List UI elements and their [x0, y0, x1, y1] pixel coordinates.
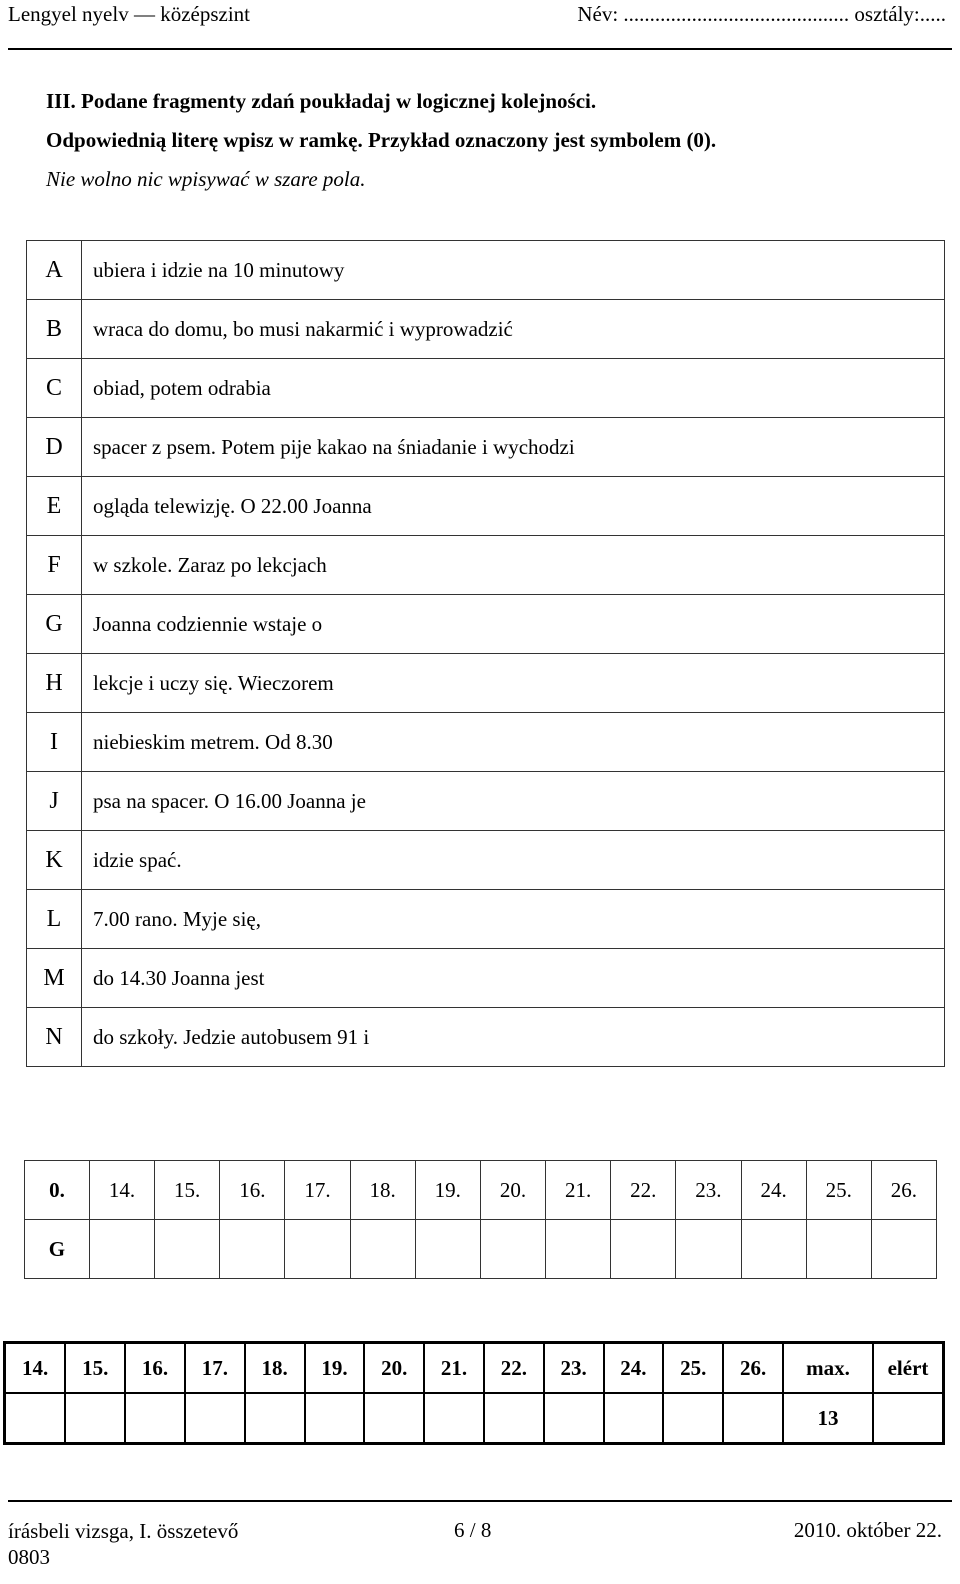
page-header — [0, 0, 960, 54]
fragment-row — [27, 477, 945, 536]
fragment-letter: C — [27, 359, 82, 418]
fragment-letter: H — [27, 654, 82, 713]
fragment-letter: L — [27, 890, 82, 949]
score-header: 16. — [125, 1343, 185, 1394]
fragment-row — [27, 772, 945, 831]
score-values-row — [5, 1393, 944, 1444]
answer-box-14[interactable] — [89, 1220, 154, 1279]
fragment-row — [27, 1008, 945, 1067]
fragment-row — [27, 654, 945, 713]
answer-box-25[interactable] — [806, 1220, 871, 1279]
answer-number: 20. — [480, 1161, 545, 1220]
fragment-text: do 14.30 Joanna jest — [82, 949, 945, 1008]
score-header: 19. — [305, 1343, 365, 1394]
answer-number: 24. — [741, 1161, 806, 1220]
answer-number: 14. — [89, 1161, 154, 1220]
score-cell-16[interactable] — [125, 1393, 185, 1444]
answer-number: 17. — [285, 1161, 350, 1220]
score-max-value: 13 — [783, 1393, 873, 1444]
fragment-row — [27, 300, 945, 359]
fragment-text: niebieskim metrem. Od 8.30 — [82, 713, 945, 772]
fragment-text: spacer z psem. Potem pije kakao na śniadanie i wychodzi — [82, 418, 945, 477]
answer-box-19[interactable] — [415, 1220, 480, 1279]
score-cell-17[interactable] — [185, 1393, 245, 1444]
score-header-achieved: elért — [873, 1343, 944, 1394]
score-header: 20. — [364, 1343, 424, 1394]
fragment-text: idzie spać. — [82, 831, 945, 890]
answer-box-23[interactable] — [676, 1220, 741, 1279]
fragment-letter: G — [27, 595, 82, 654]
score-header-row — [5, 1343, 944, 1394]
fragment-text: psa na spacer. O 16.00 Joanna je — [82, 772, 945, 831]
fragment-letter: B — [27, 300, 82, 359]
score-cell-21[interactable] — [424, 1393, 484, 1444]
score-cell-25[interactable] — [663, 1393, 723, 1444]
score-cell-14[interactable] — [5, 1393, 66, 1444]
fragment-row — [27, 949, 945, 1008]
fragment-row — [27, 595, 945, 654]
answer-example-box: G — [25, 1220, 90, 1279]
score-header: 23. — [544, 1343, 604, 1394]
score-header: 22. — [484, 1343, 544, 1394]
score-header: 24. — [604, 1343, 664, 1394]
fragment-letter: I — [27, 713, 82, 772]
answer-box-21[interactable] — [546, 1220, 611, 1279]
score-header: 14. — [5, 1343, 66, 1394]
fragment-text: wraca do domu, bo musi nakarmić i wyprowadzić — [82, 300, 945, 359]
fragment-text: w szkole. Zaraz po lekcjach — [82, 536, 945, 595]
answer-box-22[interactable] — [611, 1220, 676, 1279]
answer-box-15[interactable] — [155, 1220, 220, 1279]
score-header: 25. — [663, 1343, 723, 1394]
footer-exam-name: írásbeli vizsga, I. összetevő — [8, 1519, 239, 1543]
fragment-row — [27, 890, 945, 949]
answer-number: 15. — [155, 1161, 220, 1220]
answer-number-example: 0. — [25, 1161, 90, 1220]
fragment-letter: M — [27, 949, 82, 1008]
answer-number: 16. — [220, 1161, 285, 1220]
score-header: 21. — [424, 1343, 484, 1394]
answer-box-18[interactable] — [350, 1220, 415, 1279]
fragment-text: 7.00 rano. Myje się, — [82, 890, 945, 949]
answer-box-20[interactable] — [480, 1220, 545, 1279]
fragment-row — [27, 359, 945, 418]
fragment-text: Joanna codziennie wstaje o — [82, 595, 945, 654]
fragment-letter: A — [27, 241, 82, 300]
answer-box-26[interactable] — [871, 1220, 936, 1279]
score-achieved-cell[interactable] — [873, 1393, 944, 1444]
score-header: 15. — [65, 1343, 125, 1394]
score-table — [3, 1341, 945, 1445]
fragment-text: obiad, potem odrabia — [82, 359, 945, 418]
answer-box-16[interactable] — [220, 1220, 285, 1279]
header-subject: Lengyel nyelv — középszint — [8, 2, 251, 26]
score-cell-24[interactable] — [604, 1393, 664, 1444]
header-rule — [8, 48, 952, 50]
fragment-letter: E — [27, 477, 82, 536]
fragment-row — [27, 713, 945, 772]
header-name-class: Név: ........................................... osztály:..... — [577, 2, 946, 26]
instruction-line-1: III. Podane fragmenty zdań poukładaj w logicznej kolejności. — [46, 89, 597, 113]
fragment-letter: F — [27, 536, 82, 595]
task-instructions — [46, 82, 716, 199]
fragments-table — [26, 240, 945, 1067]
answer-boxes-row — [25, 1220, 937, 1279]
score-header: 26. — [723, 1343, 783, 1394]
fragment-row — [27, 831, 945, 890]
footer-exam-info — [8, 1518, 238, 1570]
score-cell-19[interactable] — [305, 1393, 365, 1444]
fragment-letter: N — [27, 1008, 82, 1067]
answer-number: 26. — [871, 1161, 936, 1220]
fragment-row — [27, 536, 945, 595]
answer-grid — [24, 1160, 937, 1279]
footer-rule — [8, 1500, 952, 1502]
answer-box-24[interactable] — [741, 1220, 806, 1279]
score-cell-23[interactable] — [544, 1393, 604, 1444]
fragment-row — [27, 418, 945, 477]
score-cell-20[interactable] — [364, 1393, 424, 1444]
score-header: 17. — [185, 1343, 245, 1394]
score-cell-18[interactable] — [245, 1393, 305, 1444]
fragment-text: do szkoły. Jedzie autobusem 91 i — [82, 1008, 945, 1067]
instruction-line-3: Nie wolno nic wpisywać w szare pola. — [46, 167, 366, 191]
page-footer — [0, 1496, 960, 1584]
answer-number: 22. — [611, 1161, 676, 1220]
score-cell-15[interactable] — [65, 1393, 125, 1444]
answer-number: 19. — [415, 1161, 480, 1220]
score-cell-26[interactable] — [723, 1393, 783, 1444]
fragment-letter: J — [27, 772, 82, 831]
score-header: 18. — [245, 1343, 305, 1394]
score-header-max: max. — [783, 1343, 873, 1394]
fragment-text: lekcje i uczy się. Wieczorem — [82, 654, 945, 713]
fragment-letter: K — [27, 831, 82, 890]
answer-number: 18. — [350, 1161, 415, 1220]
answer-box-17[interactable] — [285, 1220, 350, 1279]
fragment-row — [27, 241, 945, 300]
answer-numbers-row — [25, 1161, 937, 1220]
answer-number: 23. — [676, 1161, 741, 1220]
instruction-line-2: Odpowiednią literę wpisz w ramkę. Przykład oznaczony jest symbolem (0). — [46, 128, 717, 152]
answer-number: 21. — [546, 1161, 611, 1220]
footer-exam-code: 0803 — [8, 1545, 50, 1569]
score-cell-22[interactable] — [484, 1393, 544, 1444]
fragment-text: ubiera i idzie na 10 minutowy — [82, 241, 945, 300]
footer-date: 2010. október 22. — [793, 1518, 942, 1542]
fragment-text: ogląda telewizję. O 22.00 Joanna — [82, 477, 945, 536]
page-number: 6 / 8 — [454, 1518, 492, 1542]
fragment-letter: D — [27, 418, 82, 477]
answer-number: 25. — [806, 1161, 871, 1220]
